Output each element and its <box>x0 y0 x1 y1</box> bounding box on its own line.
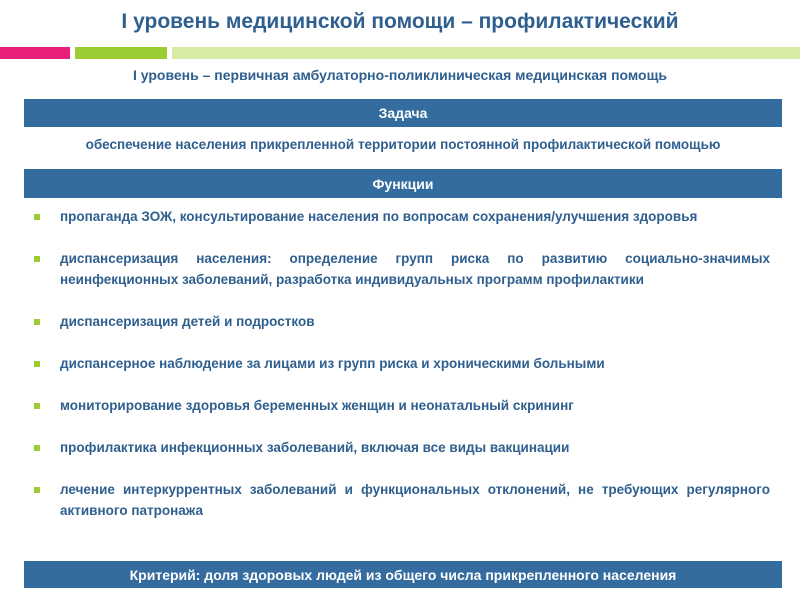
square-bullet-icon <box>34 214 40 220</box>
square-bullet-icon <box>34 403 40 409</box>
decorative-color-bar <box>0 47 800 59</box>
list-item-text: лечение интеркуррентных заболеваний и функциональных отклонений, не требующих регулярного активного патронажа <box>60 482 770 518</box>
functions-heading: Функции <box>372 175 434 192</box>
functions-heading-band <box>24 169 782 198</box>
subtitle: I уровень – первичная амбулаторно-поликлиническая медицинская помощь <box>132 67 668 83</box>
list-item <box>34 437 770 458</box>
color-bar-green-segment <box>75 47 167 59</box>
list-item <box>34 479 770 521</box>
task-heading-band <box>24 99 782 127</box>
page-title: I уровень медицинской помощи – профилактический <box>121 10 679 33</box>
functions-list <box>34 206 770 542</box>
task-heading: Задача <box>378 105 428 121</box>
list-item <box>34 248 770 290</box>
square-bullet-icon <box>34 319 40 325</box>
list-item <box>34 395 770 416</box>
list-item <box>34 311 770 332</box>
criterion-text: Критерий: доля здоровых людей из общего числа прикрепленного населения <box>129 566 677 583</box>
list-item-text: профилактика инфекционных заболеваний, включая все виды вакцинации <box>60 440 570 455</box>
square-bullet-icon <box>34 445 40 451</box>
list-item <box>34 353 770 374</box>
list-item-text: диспансеризация детей и подростков <box>60 314 315 329</box>
square-bullet-icon <box>34 487 40 493</box>
list-item-text: диспансерное наблюдение за лицами из групп риска и хроническими больными <box>60 356 605 371</box>
square-bullet-icon <box>34 361 40 367</box>
square-bullet-icon <box>34 256 40 262</box>
list-item-text: пропаганда ЗОЖ, консультирование населения по вопросам сохранения/улучшения здоровья <box>60 209 698 224</box>
task-text: обеспечение населения прикрепленной территории постоянной профилактической помощью <box>85 137 721 152</box>
criterion-band <box>24 561 782 588</box>
list-item-text: диспансеризация населения: определение групп риска по развитию социально-значимых неинфекционных заболеваний, разработка индивидуальных программ профилактики <box>60 251 770 287</box>
list-item-text: мониторирование здоровья беременных женщин и неонатальный скрининг <box>60 398 574 413</box>
list-item <box>34 206 770 227</box>
color-bar-lime-segment <box>172 47 800 59</box>
color-bar-pink-segment <box>0 47 70 59</box>
